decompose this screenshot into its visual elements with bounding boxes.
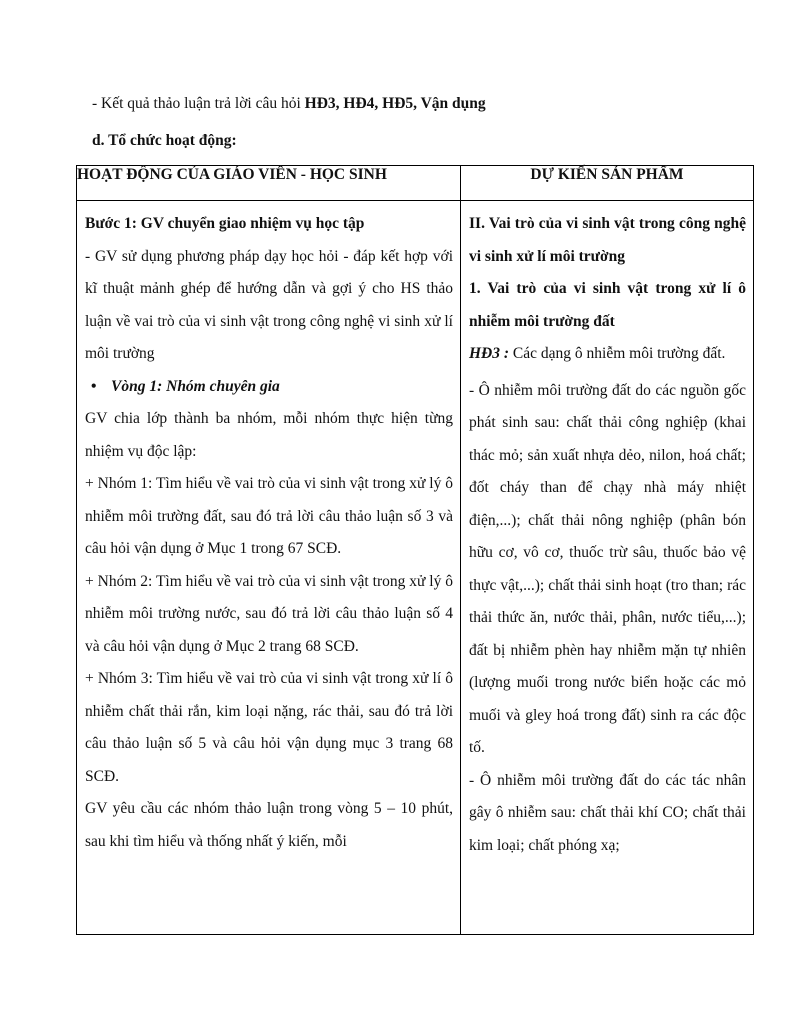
intro-results-prefix: - Kết quả thảo luận trả lời câu hỏi <box>92 95 305 112</box>
table-body-row <box>77 201 754 935</box>
group-division-paragraph: GV chia lớp thành ba nhóm, mỗi nhóm thực hiện từng nhiệm vụ độc lập: <box>85 410 453 460</box>
group2-task: + Nhóm 2: Tìm hiểu về vai trò của vi sinh vật trong xử lý ô nhiễm môi trường nước, sau đó trả lời câu thảo luận số 4 và câu hỏi vận dụng ở Mục 2 trang 68 SCĐ. <box>85 572 453 655</box>
activity-table <box>76 165 754 935</box>
subsection-1-heading: 1. Vai trò của vi sinh vật trong xử lí ô nhiễm môi trường đất <box>469 280 746 330</box>
discussion-time-paragraph: GV yêu cầu các nhóm thảo luận trong vòng 5 – 10 phút, sau khi tìm hiểu và thống nhất ý kiến, mỗi <box>85 800 453 850</box>
expected-product-cell <box>461 201 754 935</box>
header-expected-product: DỰ KIẾN SẢN PHẨM <box>461 166 754 201</box>
group3-task: + Nhóm 3: Tìm hiểu về vai trò của vi sinh vật trong xử lí ô nhiễm chất thải rắn, kim loại nặng, rác thải, sau đó trả lời câu thảo luận số 5 và câu hỏi vận dụng mục 3 trang 68 SCĐ. <box>85 670 453 785</box>
intro-results-line <box>92 95 486 113</box>
section-ii-heading: II. Vai trò của vi sinh vật trong công nghệ vi sinh xử lí môi trường <box>469 215 746 265</box>
round1-label: Vòng 1: Nhóm chuyên gia <box>111 377 280 395</box>
intro-results-activities: HĐ3, HĐ4, HĐ5, Vận dụng <box>304 95 486 112</box>
pollution-sources-paragraph: - Ô nhiễm môi trường đất do các nguồn gốc phát sinh sau: chất thải công nghiệp (khai thác mỏ; sản xuất nhựa dẻo, nilon, hoá chất; đốt cháy than để chạy nhà máy nhiệt điện,...); chất thải nông nghiệp (phân bón hữu cơ, vô cơ, thuốc trừ sâu, thuốc bảo vệ thực vật,...); chất thải sinh hoạt (tro than; rác thải thức ăn, nước thải, phân, nước tiểu,...); đất bị nhiễm phèn hay nhiễm mặn tự nhiên (lượng muối trong nước biển hoặc các mỏ muối và gley hoá trong đất) sinh ra các độc tố. <box>469 381 746 756</box>
header-teacher-student-activity: HOẠT ĐỘNG CỦA GIÁO VIÊN - HỌC SINH <box>77 166 461 201</box>
method-paragraph: - GV sử dụng phương pháp dạy học hỏi - đáp kết hợp với kĩ thuật mảnh ghép để hướng dẫn và gợi ý cho HS thảo luận về vai trò của vi sinh vật trong công nghệ vi sinh xử lí môi trường <box>85 247 453 362</box>
teacher-activity-cell <box>77 201 461 935</box>
table-header-row <box>77 166 754 201</box>
pollution-agents-paragraph: - Ô nhiễm môi trường đất do các tác nhân gây ô nhiễm sau: chất thải khí CO; chất thải kim loại; chất phóng xạ; <box>469 771 746 854</box>
step1-heading: Bước 1: GV chuyển giao nhiệm vụ học tập <box>85 215 365 232</box>
hd3-text: Các dạng ô nhiễm môi trường đất. <box>509 345 726 362</box>
hd3-label: HĐ3 : <box>469 345 510 362</box>
bullet-icon: • <box>91 377 97 395</box>
hd3-line <box>469 338 746 371</box>
section-heading-organize: d. Tổ chức hoạt động: <box>92 132 237 149</box>
round1-bullet <box>85 371 453 404</box>
group1-task: + Nhóm 1: Tìm hiểu về vai trò của vi sinh vật trong xử lý ô nhiễm môi trường đất, sau đó trả lời câu thảo luận số 3 và câu hỏi vận dụng ở Mục 1 trong 67 SCĐ. <box>85 475 453 557</box>
